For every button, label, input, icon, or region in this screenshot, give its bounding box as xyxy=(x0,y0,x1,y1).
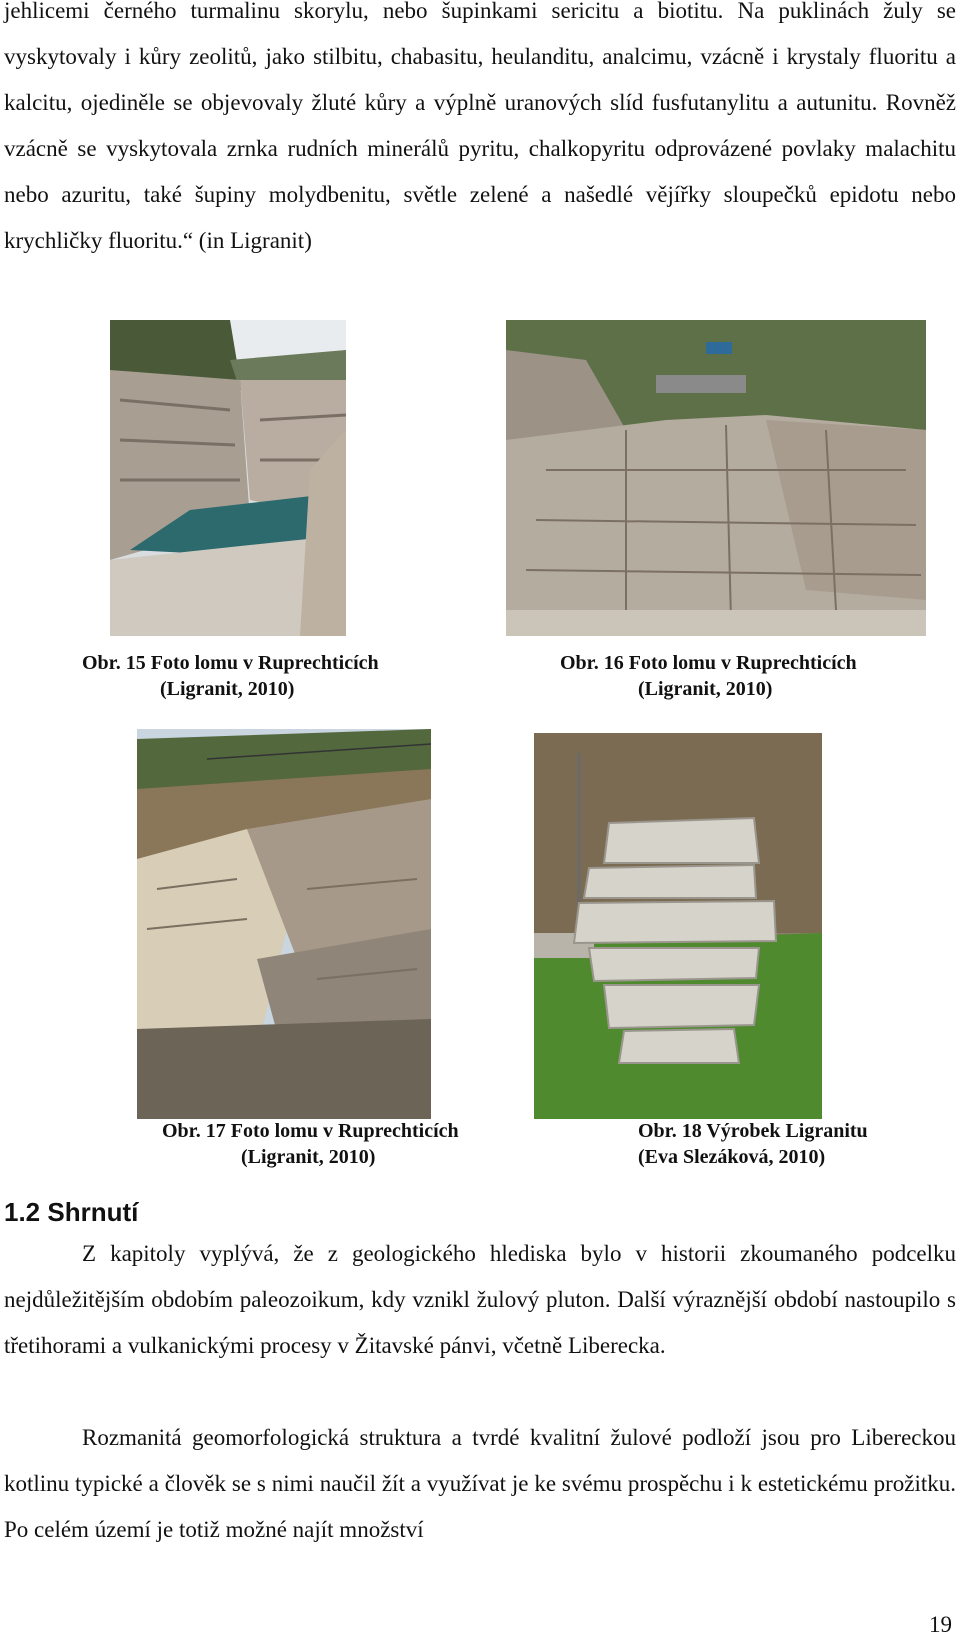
figure-17-caption-title: Obr. 17 Foto lomu v Ruprechticích xyxy=(162,1120,459,1142)
intro-paragraph: jehlicemi černého turmalinu skorylu, nebo šupinkami sericitu a biotitu. Na puklinách žuly se vyskytovaly i kůry zeolitů, jako stilbitu, chabasitu, heulanditu, analcimu, vzácně i krystaly fluoritu a kalcitu, ojediněle se objevovaly žluté kůry a výplně uranových slíd fusfutanylitu a autunitu. Rovněž vzácně se vyskytovala zrnka rudních minerálů pyritu, chalkopyritu odprovázené povlaky malachitu nebo azuritu, také šupiny molydbenitu, světle zelené a našedlé vějířky sloupečků epidotu nebo krychličky fluoritu.“ (in Ligranit) xyxy=(4,0,956,253)
figure-18-caption-title: Obr. 18 Výrobek Ligranitu xyxy=(638,1120,868,1142)
figure-17-photo xyxy=(137,729,431,1119)
figure-15-caption-title: Obr. 15 Foto lomu v Ruprechticích xyxy=(82,652,379,674)
summary-paragraph-1: Z kapitoly vyplývá, že z geologického hlediska bylo v historii zkoumaného podcelku nejdůležitějším obdobím paleozoikum, kdy vznikl žulový pluton. Další výraznější období nastoupilo s třetihorami a vulkanickými procesy v Žitavské pánvi, včetně Liberecka. xyxy=(4,1241,956,1358)
figure-15-photo xyxy=(110,320,346,636)
figure-16-caption xyxy=(560,650,857,702)
figure-16-caption-title: Obr. 16 Foto lomu v Ruprechticích xyxy=(560,652,857,674)
figure-15-caption-source: (Ligranit, 2010) xyxy=(160,678,295,700)
figure-16-photo xyxy=(506,320,926,636)
figure-15-caption xyxy=(82,650,379,702)
figure-18-caption-source: (Eva Slezáková, 2010) xyxy=(638,1146,826,1168)
figure-16-caption-source: (Ligranit, 2010) xyxy=(638,678,773,700)
section-heading: 1.2 Shrnutí xyxy=(4,1197,139,1227)
figure-17-caption-source: (Ligranit, 2010) xyxy=(241,1146,376,1168)
figure-18-caption xyxy=(638,1118,868,1170)
summary-paragraph-2: Rozmanitá geomorfologická struktura a tvrdé kvalitní žulové podloží jsou pro Libereckou kotlinu typické a člověk se s nimi naučil žít a využívat je ke svému prospěchu i k estetickému prožitku. Po celém území je totiž možné najít množství xyxy=(4,1425,956,1542)
page-number: 19 xyxy=(929,1612,952,1637)
figure-18-photo xyxy=(534,733,822,1119)
figure-17-caption xyxy=(162,1118,459,1170)
